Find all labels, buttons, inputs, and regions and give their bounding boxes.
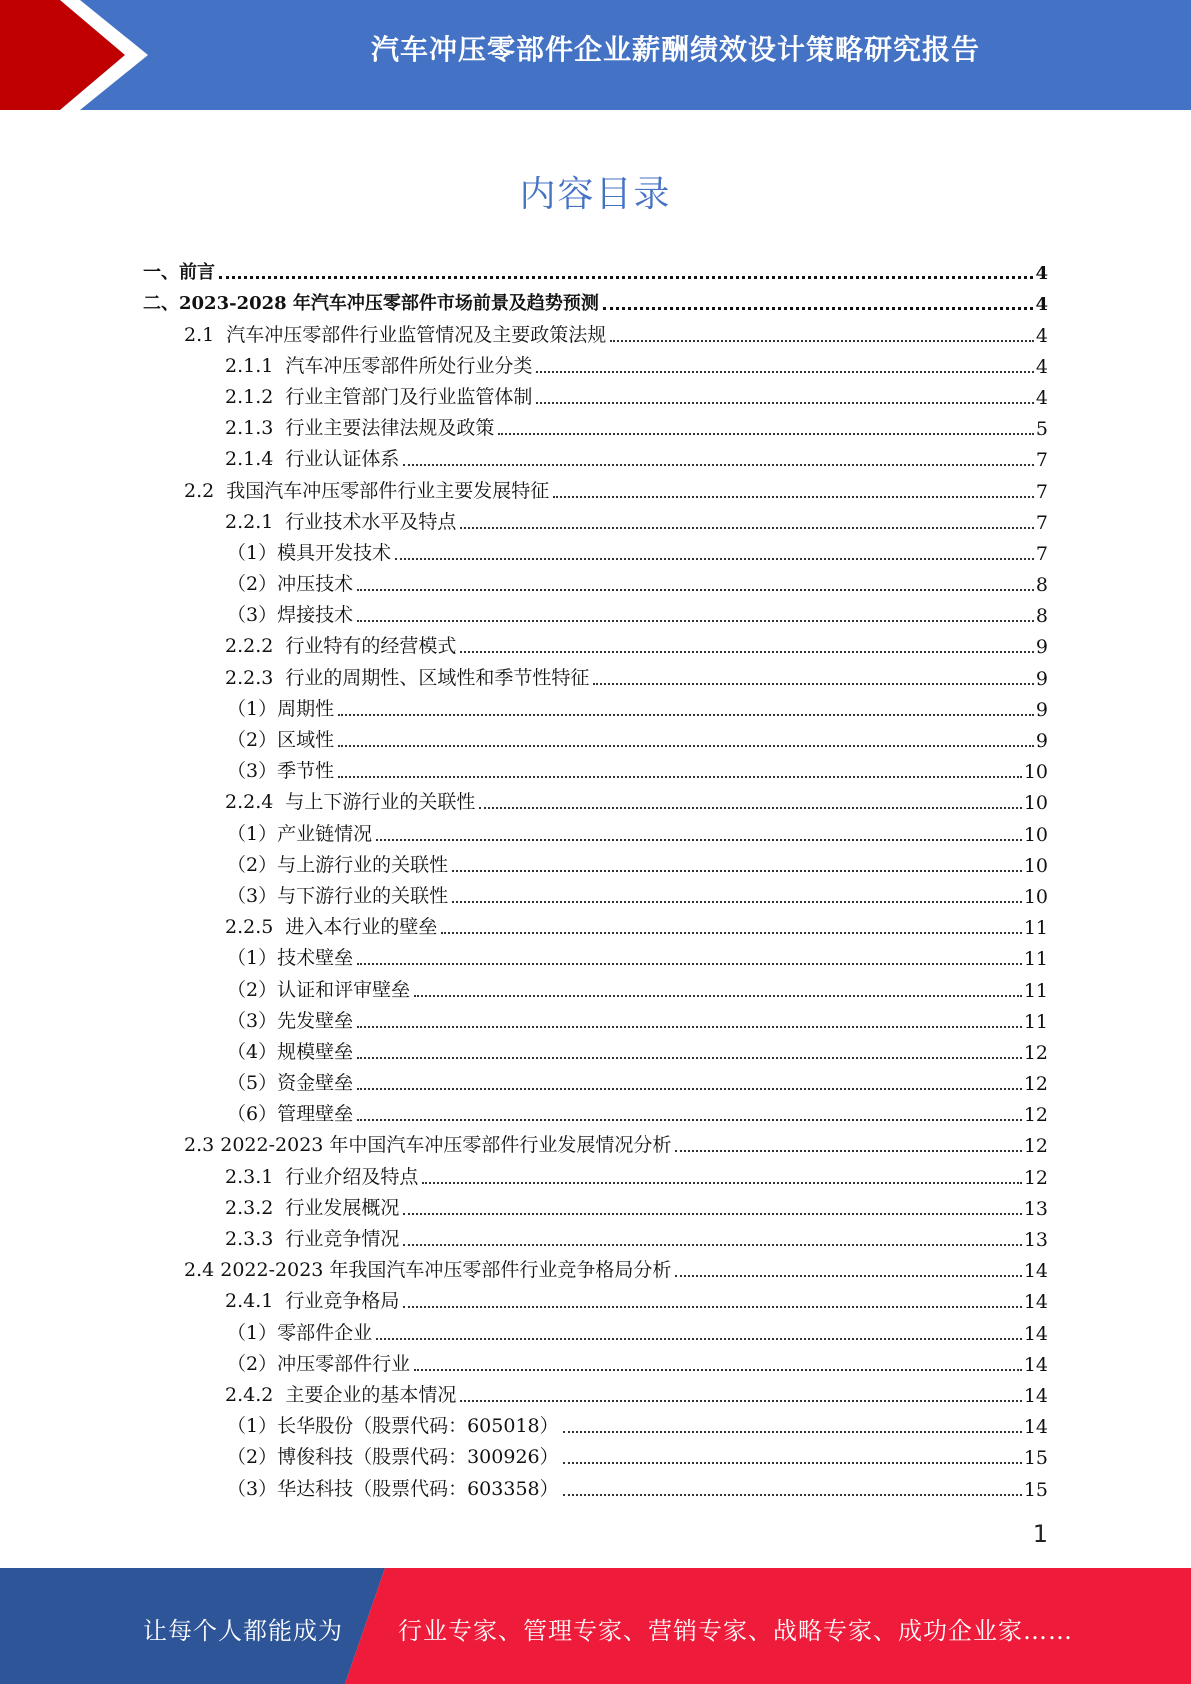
toc-entry-page: 14 [1023, 1384, 1048, 1407]
toc-entry-title: （6）管理壁垒 [227, 1103, 354, 1126]
toc-dot-leader [422, 1182, 1021, 1184]
toc-entry[interactable] [0, 1345, 1191, 1376]
header-arrow-decoration [0, 0, 170, 110]
toc-entry-title: 2.3.1 行业介绍及特点 [225, 1165, 419, 1188]
toc-entry[interactable] [0, 378, 1191, 409]
toc-dot-leader [403, 464, 1033, 466]
toc-dot-leader [452, 870, 1022, 872]
toc-entry-title: 2.4 2022-2023 年我国汽车冲压零部件行业竞争格局分析 [184, 1259, 672, 1282]
toc-entry-page: 14 [1023, 1322, 1048, 1345]
toc-entry[interactable] [0, 846, 1191, 877]
toc-title: 内容目录 [519, 174, 672, 215]
toc-entry-title: 2.4.1 行业竞争格局 [225, 1290, 400, 1313]
toc-entry-page: 7 [1035, 542, 1048, 565]
toc-dot-leader [357, 620, 1034, 622]
report-title: 汽车冲压零部件企业薪酬绩效设计策略研究报告 [370, 33, 980, 66]
toc-dot-leader [395, 558, 1034, 560]
toc-entry-page: 11 [1023, 948, 1048, 971]
toc-entry-page: 5 [1035, 418, 1048, 441]
toc-entry-title: （2）与上游行业的关联性 [227, 853, 449, 876]
toc-entry[interactable] [0, 347, 1191, 378]
toc-entry[interactable] [0, 596, 1191, 627]
footer-slogan-left: 让每个人都能成为 [143, 1617, 343, 1645]
toc-entry-title: （3）先发壁垒 [227, 1009, 354, 1032]
toc-entry[interactable] [0, 1407, 1191, 1438]
toc-dot-leader [338, 745, 1034, 747]
toc-entry-page: 9 [1035, 698, 1048, 721]
toc-dot-leader [460, 1400, 1021, 1402]
toc-entry[interactable] [0, 565, 1191, 596]
toc-entry-title: 2.1.3 行业主要法律法规及政策 [225, 417, 495, 440]
toc-entry[interactable] [0, 1064, 1191, 1095]
toc-entry[interactable] [0, 1095, 1191, 1126]
toc-entry-title: （5）资金壁垒 [227, 1072, 354, 1095]
toc-dot-leader [563, 1462, 1022, 1464]
toc-entry[interactable] [0, 1251, 1191, 1282]
toc-entry-page: 4 [1035, 386, 1048, 409]
table-of-contents [0, 253, 1191, 1501]
toc-entry-title: 2.2.2 行业特有的经营模式 [225, 635, 457, 658]
toc-entry[interactable] [0, 1126, 1191, 1157]
toc-entry-page: 10 [1023, 885, 1048, 908]
toc-dot-leader [610, 340, 1034, 342]
toc-entry-page: 9 [1035, 667, 1048, 690]
toc-entry-title: （1）产业链情况 [227, 822, 373, 845]
toc-entry[interactable] [0, 315, 1191, 346]
toc-entry-page: 12 [1023, 1166, 1048, 1189]
toc-entry[interactable] [0, 908, 1191, 939]
toc-entry-page: 7 [1035, 480, 1048, 503]
toc-dot-leader [338, 776, 1022, 778]
toc-entry-page: 11 [1023, 917, 1048, 940]
toc-entry-page: 11 [1023, 1010, 1048, 1033]
toc-entry-page: 4 [1035, 294, 1048, 316]
toc-entry-page: 10 [1023, 823, 1048, 846]
toc-entry-page: 12 [1023, 1073, 1048, 1096]
toc-entry[interactable] [0, 409, 1191, 440]
toc-dot-leader [403, 1213, 1021, 1215]
toc-entry-title: （2）冲压零部件行业 [227, 1352, 411, 1375]
toc-entry-title: 二、2023-2028 年汽车冲压零部件市场前景及趋势预测 [143, 293, 599, 315]
toc-entry-title: 2.2.4 与上下游行业的关联性 [225, 791, 476, 814]
toc-entry[interactable] [0, 534, 1191, 565]
toc-entry[interactable] [0, 877, 1191, 908]
toc-entry[interactable] [0, 1282, 1191, 1313]
toc-dot-leader [675, 1275, 1021, 1277]
toc-entry-title: 2.1.1 汽车冲压零部件所处行业分类 [225, 354, 533, 377]
toc-entry-page: 14 [1023, 1416, 1048, 1439]
toc-entry-title: （4）规模壁垒 [227, 1040, 354, 1063]
toc-dot-leader [414, 995, 1022, 997]
toc-entry[interactable] [0, 627, 1191, 658]
toc-entry[interactable] [0, 471, 1191, 502]
toc-dot-leader [357, 1088, 1022, 1090]
toc-dot-leader [376, 1338, 1022, 1340]
toc-entry[interactable] [0, 1157, 1191, 1188]
toc-entry-title: 2.1 汽车冲压零部件行业监管情况及主要政策法规 [184, 323, 607, 346]
toc-entry-title: （3）季节性 [227, 760, 335, 783]
toc-dot-leader [452, 901, 1022, 903]
toc-entry-page: 13 [1023, 1197, 1048, 1220]
toc-entry-title: 2.1.2 行业主管部门及行业监管体制 [225, 385, 533, 408]
toc-dot-leader [376, 839, 1022, 841]
toc-dot-leader [593, 683, 1033, 685]
toc-dot-leader [563, 1494, 1022, 1496]
toc-entry-page: 4 [1035, 263, 1048, 285]
toc-entry-title: （1）技术壁垒 [227, 947, 354, 970]
toc-entry[interactable] [0, 721, 1191, 752]
toc-entry-page: 12 [1023, 1041, 1048, 1064]
toc-dot-leader [460, 527, 1033, 529]
page-header [0, 0, 1191, 110]
toc-entry[interactable] [0, 970, 1191, 1001]
toc-entry-title: （2）认证和评审壁垒 [227, 978, 411, 1001]
toc-entry-title: 2.2.1 行业技术水平及特点 [225, 510, 457, 533]
toc-dot-leader [498, 433, 1033, 435]
toc-entry[interactable] [0, 503, 1191, 534]
toc-dot-leader [479, 807, 1021, 809]
toc-entry-page: 4 [1035, 324, 1048, 347]
toc-dot-leader [403, 1244, 1021, 1246]
toc-entry[interactable] [0, 1033, 1191, 1064]
toc-entry-page: 15 [1023, 1478, 1048, 1501]
toc-entry-title: （3）焊接技术 [227, 604, 354, 627]
toc-entry-title: 2.2 我国汽车冲压零部件行业主要发展特征 [184, 479, 550, 502]
toc-dot-leader [441, 932, 1021, 934]
toc-entry[interactable] [0, 690, 1191, 721]
toc-entry-page: 10 [1023, 761, 1048, 784]
toc-dot-leader [357, 1026, 1022, 1028]
footer-slogan-right: 行业专家、管理专家、营销专家、战略专家、成功企业家…… [398, 1617, 1073, 1645]
toc-entry-page: 8 [1035, 605, 1048, 628]
toc-entry-page: 12 [1023, 1135, 1048, 1158]
toc-entry-title: （3）与下游行业的关联性 [227, 884, 449, 907]
toc-entry-title: （1）模具开发技术 [227, 541, 392, 564]
toc-entry-page: 13 [1023, 1229, 1048, 1251]
toc-entry[interactable] [0, 783, 1191, 814]
toc-entry-page: 4 [1035, 355, 1048, 378]
toc-dot-leader [536, 371, 1033, 373]
toc-entry-title: 2.3 2022-2023 年中国汽车冲压零部件行业发展情况分析 [184, 1134, 672, 1157]
page-number: 1 [1032, 1520, 1048, 1548]
page-footer [0, 1568, 1191, 1684]
toc-entry-title: （2）区域性 [227, 729, 335, 751]
toc-entry-page: 15 [1023, 1447, 1048, 1470]
toc-dot-leader [553, 496, 1034, 498]
toc-entry-title: 2.4.2 主要企业的基本情况 [225, 1383, 457, 1406]
toc-dot-leader [414, 1369, 1022, 1371]
toc-entry[interactable] [0, 814, 1191, 845]
toc-entry[interactable] [0, 752, 1191, 783]
toc-dot-leader [338, 714, 1034, 716]
toc-dot-leader [357, 1057, 1022, 1059]
toc-entry[interactable] [0, 253, 1191, 284]
toc-entry[interactable] [0, 284, 1191, 315]
toc-entry-title: （2）冲压技术 [227, 573, 354, 596]
toc-entry-title: 2.2.3 行业的周期性、区域性和季节性特征 [225, 666, 590, 689]
toc-entry[interactable] [0, 440, 1191, 471]
toc-entry-page: 9 [1035, 730, 1048, 752]
toc-entry[interactable] [0, 1438, 1191, 1469]
toc-dot-leader [357, 589, 1034, 591]
toc-dot-leader [563, 1431, 1022, 1433]
toc-dot-leader [219, 276, 1033, 279]
toc-entry-page: 11 [1023, 979, 1048, 1002]
toc-entry-page: 7 [1035, 511, 1048, 534]
toc-dot-leader [460, 651, 1033, 653]
toc-entry-title: （1）周期性 [227, 697, 335, 720]
toc-entry-title: 2.1.4 行业认证体系 [225, 448, 400, 471]
toc-entry-title: （2）博俊科技（股票代码：300926） [227, 1446, 559, 1469]
toc-dot-leader [536, 402, 1033, 404]
toc-entry[interactable] [0, 658, 1191, 689]
toc-entry-page: 14 [1023, 1260, 1048, 1283]
toc-entry[interactable] [0, 1469, 1191, 1500]
toc-entry[interactable] [0, 939, 1191, 970]
toc-dot-leader [403, 1306, 1021, 1308]
toc-entry-title: 2.3.2 行业发展概况 [225, 1196, 400, 1219]
toc-entry[interactable] [0, 1220, 1191, 1251]
toc-entry-title: （3）华达科技（股票代码：603358） [227, 1477, 559, 1500]
toc-entry-title: （1）零部件企业 [227, 1321, 373, 1344]
toc-entry-page: 12 [1023, 1104, 1048, 1127]
toc-entry-page: 8 [1035, 574, 1048, 597]
toc-entry-title: 2.2.5 进入本行业的壁垒 [225, 916, 438, 939]
toc-entry-page: 14 [1023, 1291, 1048, 1314]
toc-dot-leader [675, 1150, 1021, 1152]
toc-dot-leader [357, 963, 1022, 965]
toc-entry-page: 14 [1023, 1353, 1048, 1376]
toc-entry-title: 一、前言 [143, 262, 215, 284]
toc-entry-page: 9 [1035, 636, 1048, 659]
toc-entry[interactable] [0, 1376, 1191, 1407]
header-arrow-red [0, 0, 125, 110]
toc-entry-title: （1）长华股份（股票代码：605018） [227, 1415, 559, 1438]
toc-entry[interactable] [0, 1189, 1191, 1220]
toc-entry-page: 7 [1035, 449, 1048, 472]
toc-entry[interactable] [0, 1313, 1191, 1344]
toc-dot-leader [357, 1119, 1022, 1121]
toc-dot-leader [603, 307, 1034, 310]
toc-entry-title: 2.3.3 行业竞争情况 [225, 1228, 400, 1250]
toc-entry-page: 10 [1023, 792, 1048, 815]
toc-entry[interactable] [0, 1002, 1191, 1033]
toc-entry-page: 10 [1023, 854, 1048, 877]
